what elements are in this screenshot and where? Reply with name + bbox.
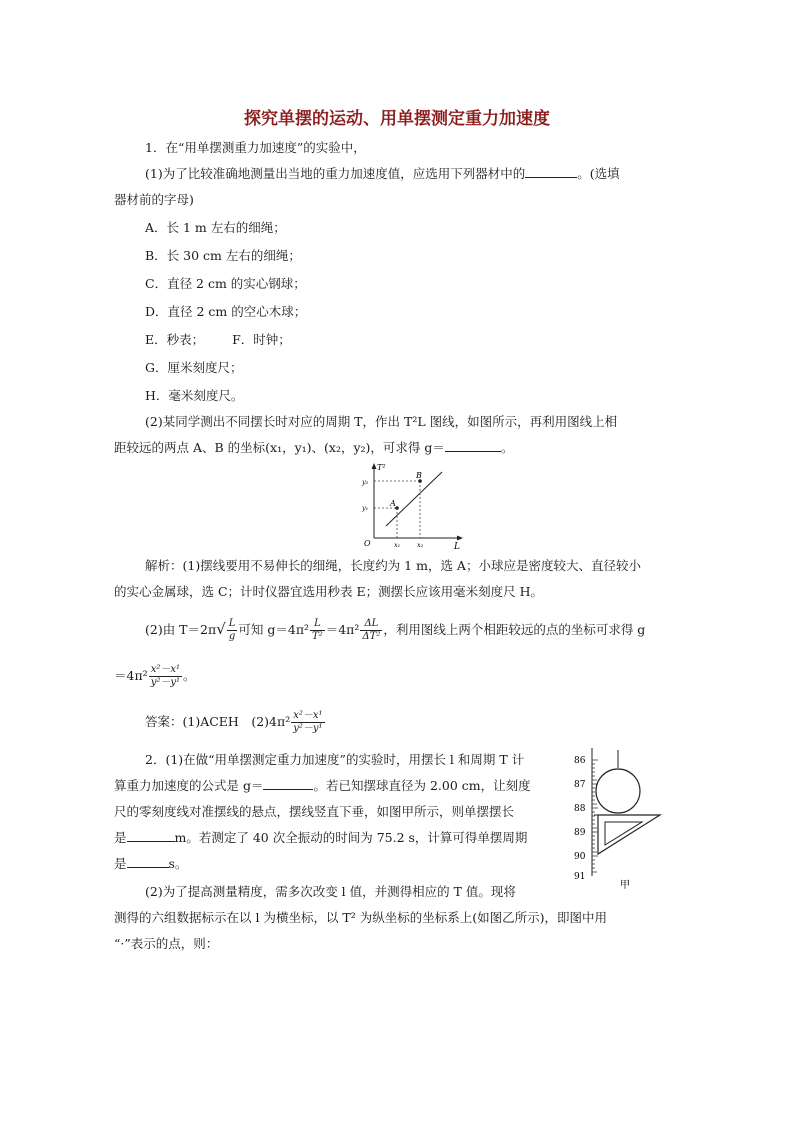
x1-label: x₁ [394,541,401,549]
ruler-tick-88: 88 [574,804,586,814]
ruler-figure [568,746,666,892]
q1-part1-cont: 器材前的字母) [114,192,194,207]
q2-line-3: 尺的零刻度线对准摆线的悬点，摆线竖直下垂，如图甲所示，则单摆摆长 [114,804,515,819]
ruler-tick-89: 89 [574,828,586,838]
answer-blank [127,856,169,868]
analysis-line-1: 解析：(1)摆线要用不易伸长的细绳，长度约为 1 m，选 A；小球应是密度较大、直径较小 [145,558,641,573]
t2-l-graph [352,460,468,550]
option-b: B．长 30 cm 左右的细绳； [145,248,301,263]
q1-part2-cont: 距较远的两点 A、B 的坐标(x₁，y₁)、(x₂，y₂)，可求得 g＝ 。 [114,440,514,455]
option-g: G．厘米刻度尺； [145,360,243,375]
answer-blank [445,440,501,452]
answer-line: 答案：(1)ACEH (2)4π² $\frac{\text{x²－x¹}}{\text{y²－y¹}}$ [145,710,323,734]
q2-line-5: 是 s。 [114,856,188,871]
option-h: H．毫米刻度尺。 [145,388,244,403]
x2-label: x₂ [417,541,424,549]
frac-dl-over-dt2: $\frac{\Delta L}{\text{ΔT²}}$ [362,618,381,642]
answer-blank [127,830,175,842]
figure-label: 甲 [620,880,630,891]
ruler-tick-90: 90 [574,852,586,862]
frac-l-over-t2: $\frac{L}{\text{T²}}$ [312,618,323,642]
y1-label: y₁ [362,504,369,512]
q2-line-2: 算重力加速度的公式是 g＝ 。若已知摆球直径为 2.00 cm，让刻度 [114,778,531,793]
frac-answer: $\frac{\text{x²－x¹}}{\text{y²－y¹}}$ [293,710,323,734]
point-a-label: A [390,499,396,508]
option-a: A．长 1 m 左右的细绳； [145,220,286,235]
page-title: 探究单摆的运动、用单摆测定重力加速度 [244,109,550,129]
analysis-line-3: (2)由 T＝2π√ $\frac{L}{g}$ 可知 g＝4π² $\frac{L}{\text{T²}}$ ＝4π² $\frac{\Delta L}{\text{ΔT²}}$ ，利用图线上两个相距较远的点的坐标可求得 g [145,618,646,642]
q2-line-1: 2．(1)在做“用单摆测定重力加速度”的实验时，用摆长 l 和周期 T 计 [145,752,525,767]
x-axis-label: L [454,542,460,550]
q1-part1: (1)为了比较准确地测量出当地的重力加速度值，应选用下列器材中的 。(选填 [145,166,620,181]
q1-stem: 1．在“用单摆测重力加速度”的实验中， [145,140,366,155]
q2-part2-line-2: 测得的六组数据标示在以 l 为横坐标，以 T² 为纵坐标的坐标系上(如图乙所示)，即图中用 [114,910,607,925]
y2-label: y₂ [362,478,369,486]
option-e-f: E．秒表； F．时钟； [145,332,291,347]
q1-part2: (2)某同学测出不同摆长时对应的周期 T，作出 T²​L 图线，如图所示，再利用图线上相 [145,414,618,429]
q2-line-4: 是 m。若测定了 40 次全振动的时间为 75.2 s，计算可得单摆周期 [114,830,528,845]
ruler-tick-87: 87 [574,780,586,790]
answer-blank [263,778,313,790]
option-d: D．直径 2 cm 的空心木球； [145,304,307,319]
frac-result: $\frac{\text{x²－x¹}}{\text{y²－y¹}}$ [150,664,181,688]
origin-label: O [364,539,371,548]
point-b-label: B [416,471,422,480]
option-c: C．直径 2 cm 的实心钢球； [145,276,306,291]
frac-l-over-g: $\frac{L}{g}$ [228,618,236,642]
answer-blank [525,166,577,178]
ruler-tick-86: 86 [574,756,586,766]
q2-part2-line-1: (2)为了提高测量精度，需多次改变 l 值，并测得相应的 T 值。现将 [145,884,516,899]
q2-part2-line-3: “·”表示的点，则： [114,936,219,951]
y-axis-label: T² [377,463,386,472]
analysis-line-2: 的实心金属球，选 C；计时仪器宜选用秒表 E；测摆长应该用毫米刻度尺 H。 [114,584,544,599]
ruler-tick-91: 91 [574,872,586,882]
analysis-line-4: ＝4π² $\frac{\text{x²－x¹}}{\text{y²－y¹}}$ 。 [114,664,196,688]
